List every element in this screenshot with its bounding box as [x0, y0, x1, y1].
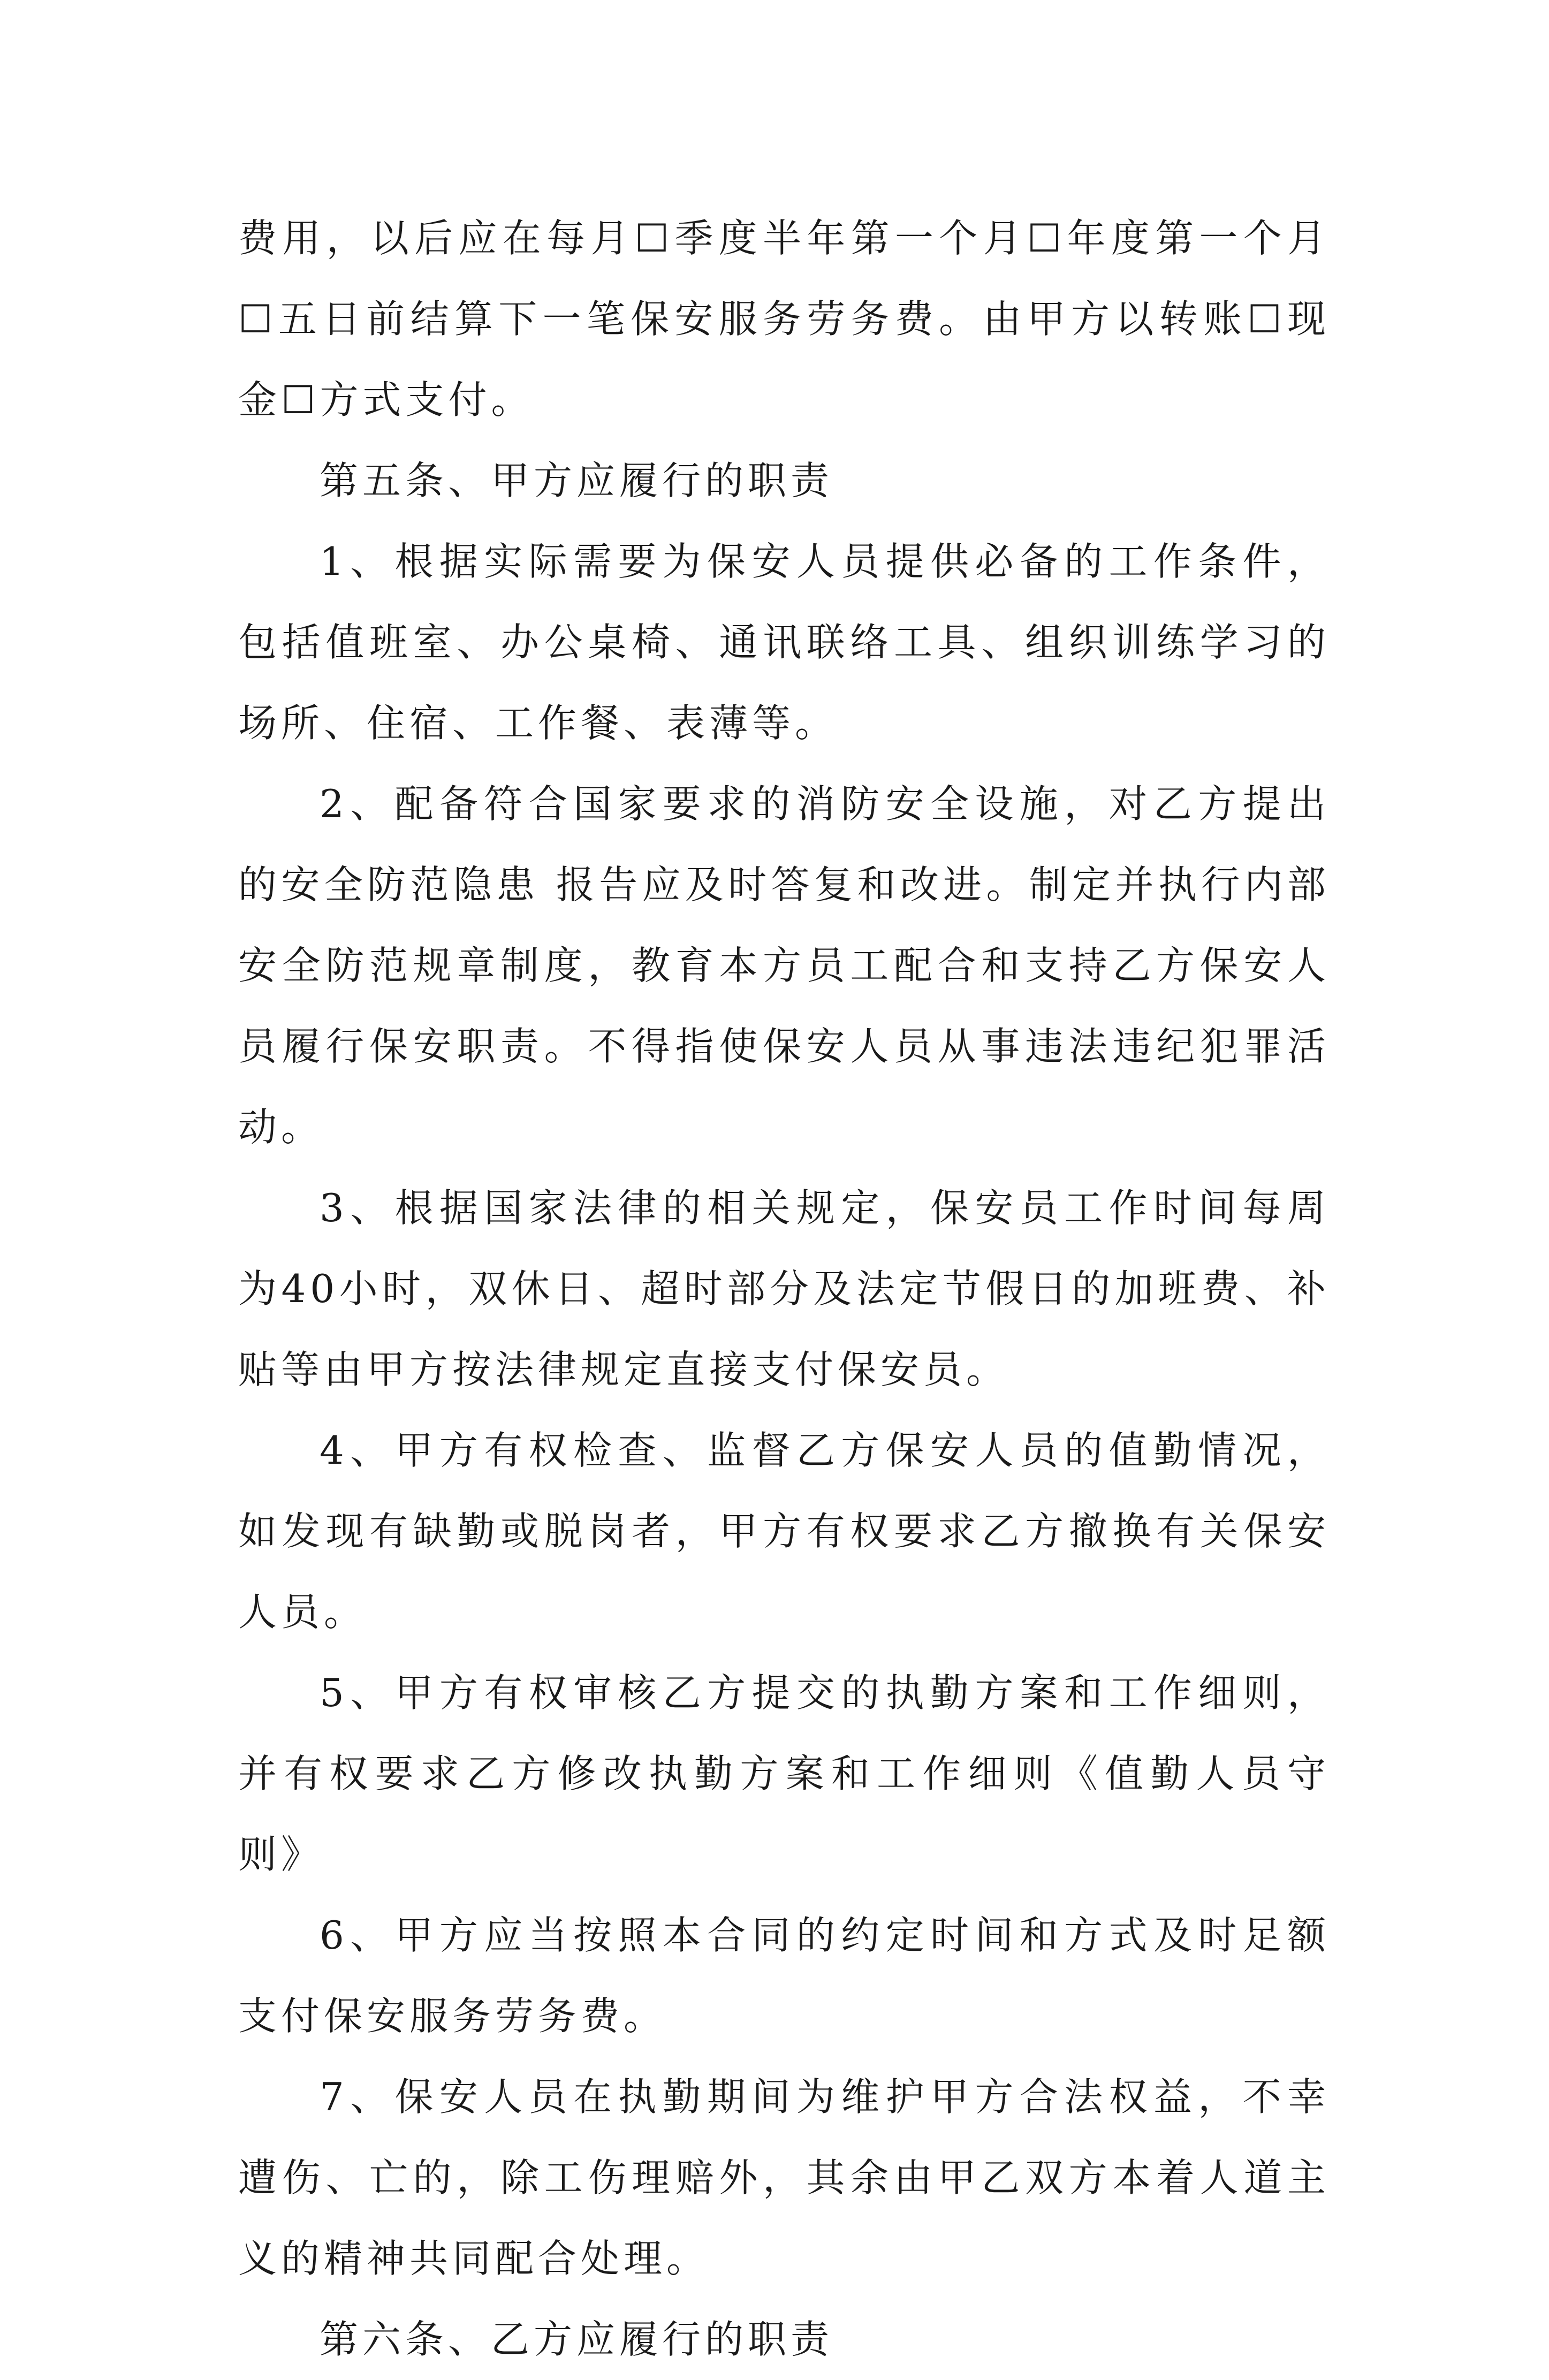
heading-article-five: 第五条、甲方应履行的职责: [320, 458, 834, 503]
document-body: [238, 198, 1330, 2380]
paragraph-duty-5: 5、甲方有权审核乙方提交的执勤方案和工作细则，并有权要求乙方修改执勤方案和工作细则《值勤人员守则》: [238, 1670, 1330, 1877]
paragraph-duty-6: 6、甲方应当按照本合同的约定时间和方式及时足额支付保安服务劳务费。: [238, 1913, 1330, 2039]
paragraph-payment-terms: 费用，以后应在每月☐季度半年第一个月☐年度第一个月☐五日前结算下一笔保安服务劳务费。由甲方以转账☐现金☐方式支付。: [238, 216, 1330, 422]
paragraph-duty-2: 2、配备符合国家要求的消防安全设施，对乙方提出的安全防范隐患 报告应及时答复和改进。制定并执行内部安全防范规章制度，教育本方员工配合和支持乙方保安人员履行保安职责。不得指使保安人员从事违法违纪犯罪活动。: [238, 781, 1330, 1150]
paragraph-duty-3: 3、根据国家法律的相关规定，保安员工作时间每周为40小时，双休日、超时部分及法定节假日的加班费、补贴等由甲方按法律规定直接支付保安员。: [238, 1185, 1330, 1392]
paragraph-duty-7: 7、保安人员在执勤期间为维护甲方合法权益，不幸遭伤、亡的，除工伤理赔外，其余由甲乙双方本着人道主义的精神共同配合处理。: [238, 2074, 1330, 2281]
paragraph-duty-1: 1、根据实际需要为保安人员提供必备的工作条件，包括值班室、办公桌椅、通讯联络工具、组织训练学习的场所、住宿、工作餐、表薄等。: [238, 539, 1330, 746]
heading-article-six: 第六条、乙方应履行的职责: [320, 2317, 834, 2362]
paragraph-duty-4: 4、甲方有权检查、监督乙方保安人员的值勤情况，如发现有缺勤或脱岗者，甲方有权要求乙方撤换有关保安人员。: [238, 1428, 1330, 1634]
